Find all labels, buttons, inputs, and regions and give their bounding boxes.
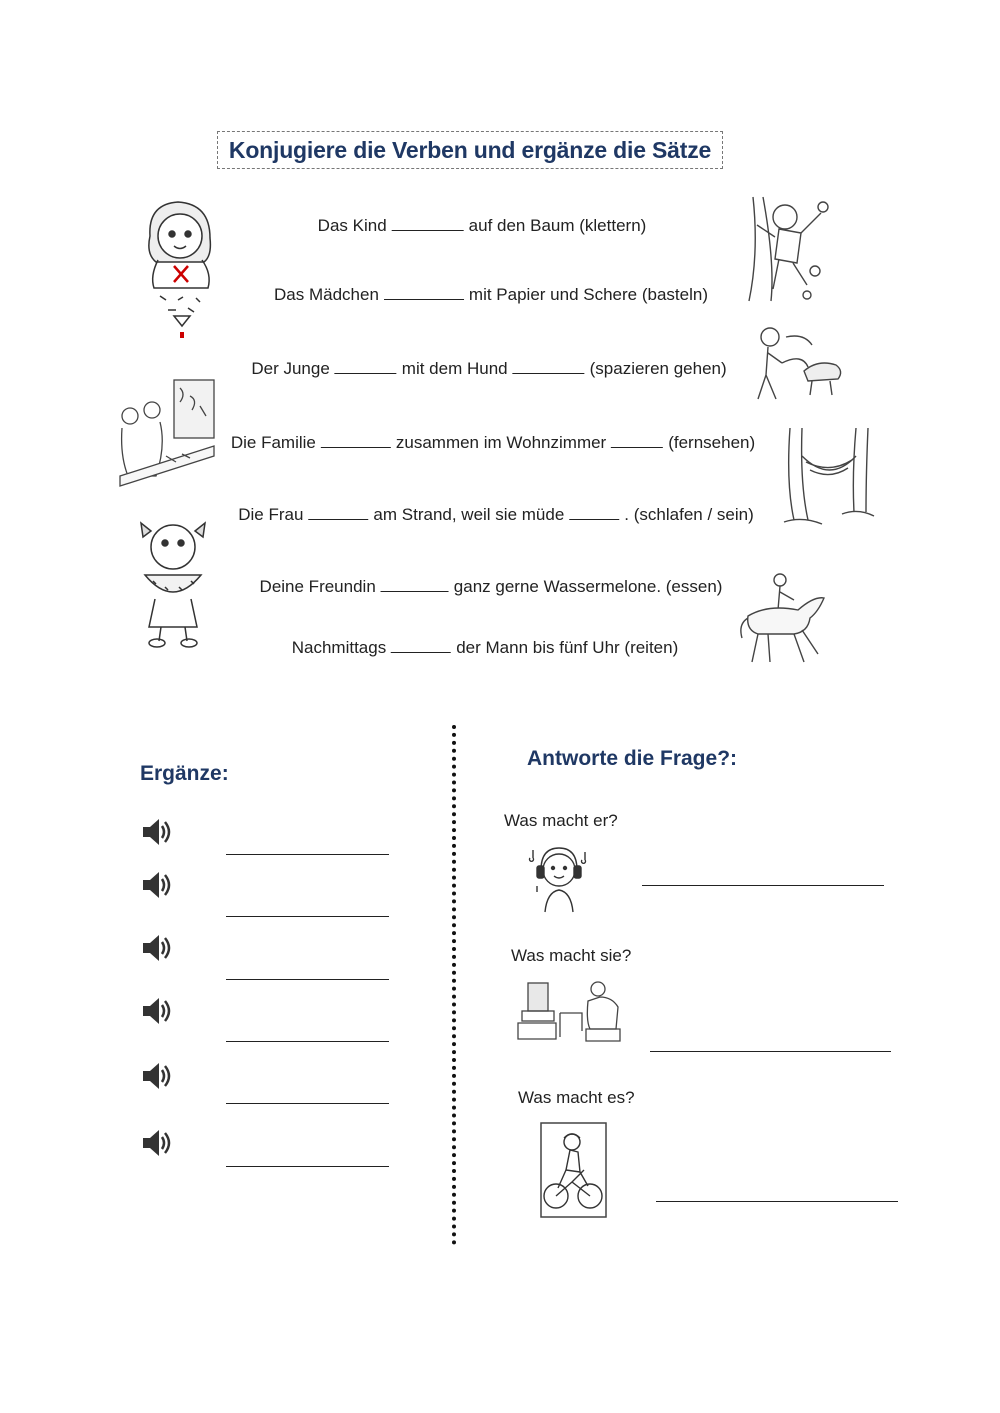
erganze-heading: Ergänze: [140, 762, 229, 785]
sentence-2-blank[interactable] [384, 285, 464, 300]
speaker-icon[interactable] [139, 868, 173, 902]
antworte-answer-line-1[interactable] [642, 885, 884, 886]
sentence-5-blank-2[interactable] [569, 505, 619, 520]
sentence-5-blank-1[interactable] [308, 505, 368, 520]
child-climbing-tree-illustration [745, 193, 831, 305]
antworte-answer-line-3[interactable] [656, 1201, 898, 1202]
question-3: Was macht es? [518, 1088, 635, 1107]
erganze-answer-line[interactable] [226, 916, 389, 917]
question-2: Was macht sie? [511, 946, 632, 965]
sentence-2: Das Mädchen mit Papier und Schere (basteln) [274, 285, 708, 304]
family-watching-tv-illustration [116, 376, 218, 496]
sentence-3-blank-2[interactable] [513, 359, 585, 374]
sentence-1: Das Kind auf den Baum (klettern) [317, 216, 647, 235]
boy-with-headphones-illustration [527, 840, 591, 914]
erganze-answer-line[interactable] [226, 979, 389, 980]
woman-in-hammock-illustration [782, 424, 877, 530]
antworte-heading: Antworte die Frage?: [527, 747, 738, 770]
sentence-3-blank-1[interactable] [335, 359, 397, 374]
sentence-6-blank[interactable] [381, 577, 449, 592]
antworte-answer-line-2[interactable] [650, 1051, 891, 1052]
page-title: Konjugiere die Verben und ergänze die Sätze [217, 131, 723, 169]
sentence-4: Die Familie zusammen im Wohnzimmer (fernsehen) [230, 433, 756, 452]
girl-cutting-paper-illustration [138, 196, 220, 341]
speaker-icon[interactable] [139, 994, 173, 1028]
sentence-7-blank[interactable] [391, 638, 451, 653]
woman-watching-tv-illustration [516, 977, 622, 1047]
speaker-icon[interactable] [139, 931, 173, 965]
girl-eating-watermelon-illustration [137, 517, 209, 649]
sentence-6: Deine Freundin ganz gerne Wassermelone. (essen) [259, 577, 723, 596]
question-1: Was macht er? [504, 811, 618, 830]
erganze-answer-line[interactable] [226, 1166, 389, 1167]
speaker-icon[interactable] [139, 1126, 173, 1160]
sentence-3: Der Junge mit dem Hund (spazieren gehen) [251, 359, 727, 378]
sentence-7: Nachmittags der Mann bis fünf Uhr (reiten) [291, 638, 679, 657]
sentence-1-blank[interactable] [392, 216, 464, 231]
boy-walking-dog-illustration [752, 323, 846, 403]
man-riding-horse-illustration [738, 568, 830, 668]
erganze-answer-line[interactable] [226, 1103, 389, 1104]
erganze-answer-line[interactable] [226, 854, 389, 855]
speaker-icon[interactable] [139, 1059, 173, 1093]
sentence-4-blank-1[interactable] [321, 433, 391, 448]
speaker-icon[interactable] [139, 815, 173, 849]
child-on-bicycle-illustration [540, 1122, 607, 1218]
erganze-answer-line[interactable] [226, 1041, 389, 1042]
section-divider [452, 725, 456, 1245]
sentence-4-blank-2[interactable] [611, 433, 663, 448]
sentence-5: Die Frau am Strand, weil sie müde . (schlafen / sein) [238, 505, 754, 524]
